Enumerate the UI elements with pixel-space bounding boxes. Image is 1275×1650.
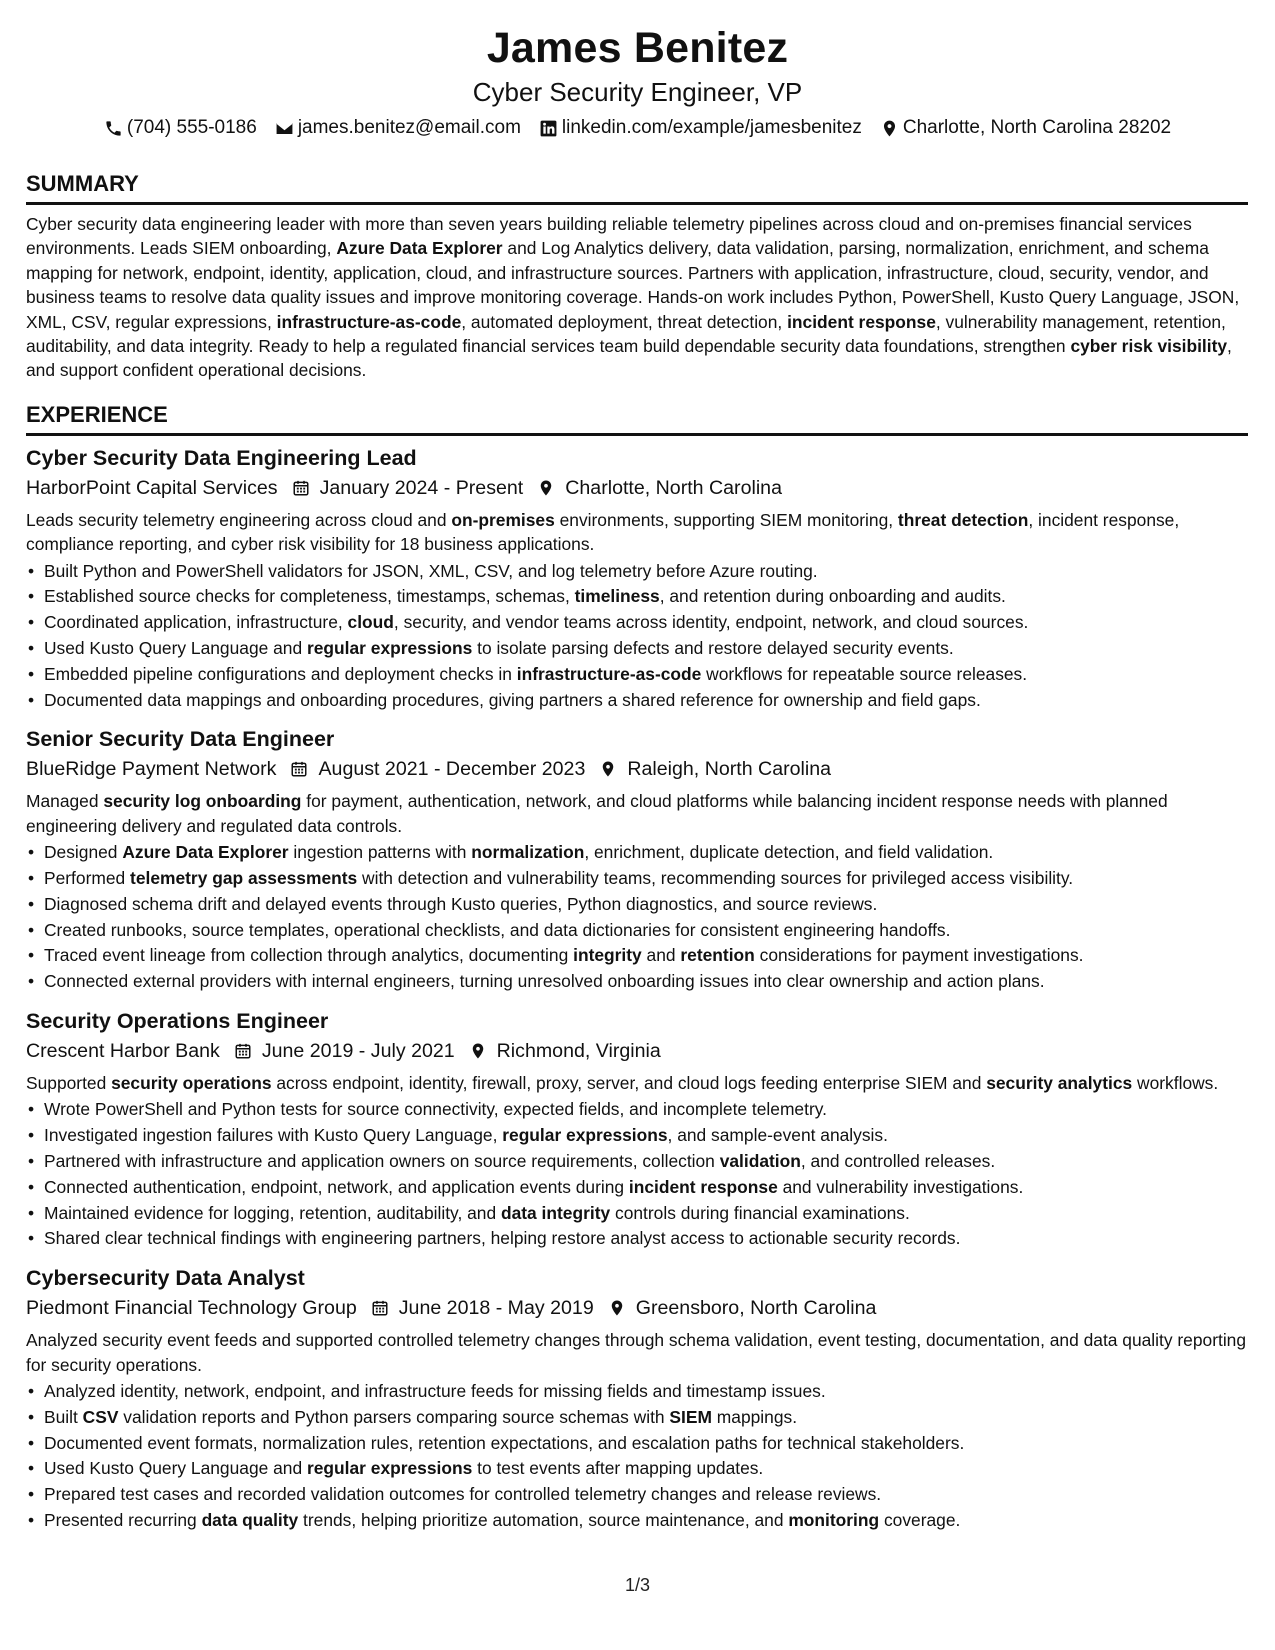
job-bullet: • Connected external providers with internal engineers, turning unresolved onboarding issues into clear ownership and action plans. [26, 969, 1248, 995]
calendar-icon [292, 479, 310, 497]
job-entry [26, 1264, 1248, 1534]
job-bullet: • Built Python and PowerShell validators for JSON, XML, CSV, and log telemetry before Azure routing. [26, 559, 1248, 585]
linkedin-text: linkedin.com/example/jamesbenitez [561, 117, 862, 138]
job-bullet: • Used Kusto Query Language and regular expressions to test events after mapping updates. [26, 1456, 1248, 1482]
job-dates: August 2021 - December 2023 [318, 758, 586, 781]
bold-text: incident response [787, 311, 936, 332]
job-bullet: • Documented event formats, normalization rules, retention expectations, and escalation paths for technical stakeholders. [26, 1431, 1248, 1457]
job-company: HarborPoint Capital Services [26, 476, 278, 499]
bold-text: cyber risk visibility [1070, 336, 1228, 357]
job-meta [26, 1037, 1248, 1065]
job-title: Cyber Security Data Engineering Lead [26, 445, 417, 470]
job-bullet: • Connected authentication, endpoint, network, and application events during incident response and vulnerability investigations. [26, 1175, 1248, 1201]
experience-heading: EXPERIENCE [26, 401, 1248, 436]
bold-text: threat detection [897, 509, 1029, 530]
bold-text: regular expressions [502, 1125, 668, 1146]
job-bullet: • Maintained evidence for logging, retention, auditability, and data integrity controls during financial examinations. [26, 1201, 1248, 1227]
contact-bar [0, 116, 1275, 140]
resume-header [0, 22, 1275, 140]
experience-section [26, 401, 1248, 1534]
job-entry [26, 444, 1248, 714]
calendar-icon [234, 1042, 252, 1060]
map-pin-icon [608, 1299, 626, 1317]
candidate-name: James Benitez [486, 24, 789, 72]
phone-text: (704) 555-0186 [126, 117, 257, 138]
map-pin-icon [599, 760, 617, 778]
job-description: Supported security operations across endpoint, identity, firewall, proxy, server, and cloud logs feeding enterprise SIEM and security analytics workflows. [26, 1073, 1219, 1094]
job-meta [26, 474, 1248, 502]
job-title: Senior Security Data Engineer [26, 727, 335, 752]
job-bullet: • Diagnosed schema drift and delayed events through Kusto queries, Python diagnostics, and source reviews. [26, 892, 1248, 918]
summary-section [26, 170, 1248, 383]
job-meta [26, 1294, 1248, 1322]
bold-text: security operations [111, 1073, 272, 1094]
map-pin-icon [880, 119, 899, 138]
bold-text: Azure Data Explorer [336, 238, 503, 259]
page-number: 1/3 [624, 1575, 651, 1595]
bold-text: normalization [471, 842, 585, 863]
location-text: Charlotte, North Carolina 28202 [902, 117, 1172, 138]
job-dates: June 2018 - May 2019 [398, 1297, 594, 1320]
bold-text: security log onboarding [103, 791, 302, 812]
experience-jobs [26, 444, 1248, 1534]
job-title: Security Operations Engineer [26, 1009, 329, 1034]
contact-location [880, 116, 1171, 140]
contact-linkedin[interactable] [539, 116, 862, 140]
job-bullet: • Established source checks for completeness, timestamps, schemas, timeliness, and retention during onboarding and audits. [26, 584, 1248, 610]
bold-text: CSV [82, 1406, 119, 1427]
job-bullet: • Built CSV validation reports and Python parsers comparing source schemas with SIEM mappings. [26, 1405, 1248, 1431]
bold-text: integrity [573, 945, 642, 966]
contact-phone[interactable] [104, 116, 257, 140]
bold-text: validation [719, 1151, 801, 1172]
job-bullet: • Shared clear technical findings with engineering partners, helping restore analyst access to actionable security records. [26, 1226, 1248, 1252]
job-bullet: • Performed telemetry gap assessments with detection and vulnerability teams, recommending sources for privileged access visibility. [26, 866, 1248, 892]
job-bullet: • Investigated ingestion failures with Kusto Query Language, regular expressions, and sample-event analysis. [26, 1123, 1248, 1149]
job-bullet: • Prepared test cases and recorded validation outcomes for controlled telemetry changes and release reviews. [26, 1482, 1248, 1508]
job-entry [26, 725, 1248, 995]
bold-text: Azure Data Explorer [122, 842, 289, 863]
job-bullet: • Designed Azure Data Explorer ingestion patterns with normalization, enrichment, duplicate detection, and field validation. [26, 840, 1248, 866]
bold-text: retention [680, 945, 755, 966]
job-title: Cybersecurity Data Analyst [26, 1266, 305, 1291]
job-bullet: • Analyzed identity, network, endpoint, and infrastructure feeds for missing fields and timestamp issues. [26, 1379, 1248, 1405]
candidate-title: Cyber Security Engineer, VP [472, 77, 803, 107]
job-bullet: • Traced event lineage from collection through analytics, documenting integrity and retention considerations for payment investigations. [26, 943, 1248, 969]
job-company: Crescent Harbor Bank [26, 1040, 220, 1063]
job-bullets [26, 1379, 1248, 1534]
bold-text: on-premises [451, 509, 555, 530]
summary-text: Cyber security data engineering leader with more than seven years building reliable telemetry pipelines across cloud and on-premises financial services environments. Leads SIEM onboarding, Azure Data Explorer and Log Analytics delivery, data validation, parsing, normalization, enrichment, and schema mapping for network, endpoint, identity, application, cloud, and infrastructure sources. Partners with application, infrastructure, cloud, security, vendor, and business teams to resolve data quality issues and improve monitoring coverage. Hands-on work includes Python, PowerShell, Kusto Query Language, JSON, XML, CSV, regular expressions, infrastructure-as-code, automated deployment, threat detection, incident response, vulnerability management, retention, auditability, and data integrity. Ready to help a regulated financial services team build dependable security data foundations, strengthen cyber risk visibility, and support confident operational decisions. [26, 214, 1240, 381]
job-company: Piedmont Financial Technology Group [26, 1297, 357, 1320]
map-pin-icon [469, 1042, 487, 1060]
job-bullet: • Partnered with infrastructure and application owners on source requirements, collection validation, and controlled releases. [26, 1149, 1248, 1175]
job-location: Charlotte, North Carolina [565, 476, 782, 499]
job-bullets [26, 559, 1248, 714]
bold-text: security analytics [986, 1073, 1133, 1094]
bold-text: monitoring [788, 1510, 880, 1531]
job-bullets [26, 1097, 1248, 1252]
bold-text: regular expressions [306, 638, 473, 659]
job-bullet: • Presented recurring data quality trends, helping prioritize automation, source maintenance, and monitoring coverage. [26, 1508, 1248, 1534]
bold-text: cloud [347, 612, 394, 633]
job-description: Leads security telemetry engineering across cloud and on-premises environments, supporting SIEM monitoring, threat detection, incident response, compliance reporting, and cyber risk visibility for 18 business applications. [26, 509, 1180, 555]
job-entry [26, 1007, 1248, 1252]
bold-text: timeliness [574, 586, 660, 607]
job-bullet: • Coordinated application, infrastructure, cloud, security, and vendor teams across identity, endpoint, network, and cloud sources. [26, 610, 1248, 636]
bold-text: infrastructure-as-code [516, 663, 702, 684]
job-bullet: • Wrote PowerShell and Python tests for source connectivity, expected fields, and incomplete telemetry. [26, 1097, 1248, 1123]
phone-icon [104, 119, 123, 138]
bold-text: regular expressions [306, 1458, 473, 1479]
envelope-icon [275, 119, 294, 138]
bold-text: infrastructure-as-code [276, 311, 462, 332]
job-location: Greensboro, North Carolina [635, 1297, 877, 1320]
bold-text: incident response [628, 1176, 778, 1197]
job-bullet: • Documented data mappings and onboarding procedures, giving partners a shared reference for ownership and field gaps. [26, 688, 1248, 714]
summary-heading: SUMMARY [26, 170, 1248, 205]
map-pin-icon [537, 479, 555, 497]
linkedin-icon [539, 119, 558, 138]
job-bullets [26, 840, 1248, 995]
calendar-icon [371, 1299, 389, 1317]
job-description: Managed security log onboarding for payment, authentication, network, and cloud platforms while balancing incident response needs with planned engineering delivery and regulated data controls. [26, 791, 1168, 836]
bold-text: SIEM [669, 1406, 712, 1427]
job-description: Analyzed security event feeds and supported controlled telemetry changes through schema validation, event testing, documentation, and data quality reporting for security operations. [26, 1330, 1247, 1375]
job-dates: January 2024 - Present [319, 476, 524, 499]
bold-text: data integrity [500, 1202, 611, 1223]
job-bullet: • Embedded pipeline configurations and deployment checks in infrastructure-as-code workflows for repeatable source releases. [26, 662, 1248, 688]
job-company: BlueRidge Payment Network [26, 758, 277, 781]
calendar-icon [290, 760, 308, 778]
bold-text: telemetry gap assessments [130, 868, 358, 889]
job-bullet: • Used Kusto Query Language and regular expressions to isolate parsing defects and restore delayed security events. [26, 636, 1248, 662]
resume-content [26, 170, 1248, 1534]
job-bullet: • Created runbooks, source templates, operational checklists, and data dictionaries for consistent engineering handoffs. [26, 918, 1248, 944]
job-location: Richmond, Virginia [496, 1040, 661, 1063]
job-meta [26, 755, 1248, 783]
job-location: Raleigh, North Carolina [627, 758, 832, 781]
bold-text: data quality [201, 1510, 299, 1531]
job-dates: June 2019 - July 2021 [261, 1040, 455, 1063]
email-text: james.benitez@email.com [297, 117, 521, 138]
contact-email[interactable] [275, 116, 521, 140]
